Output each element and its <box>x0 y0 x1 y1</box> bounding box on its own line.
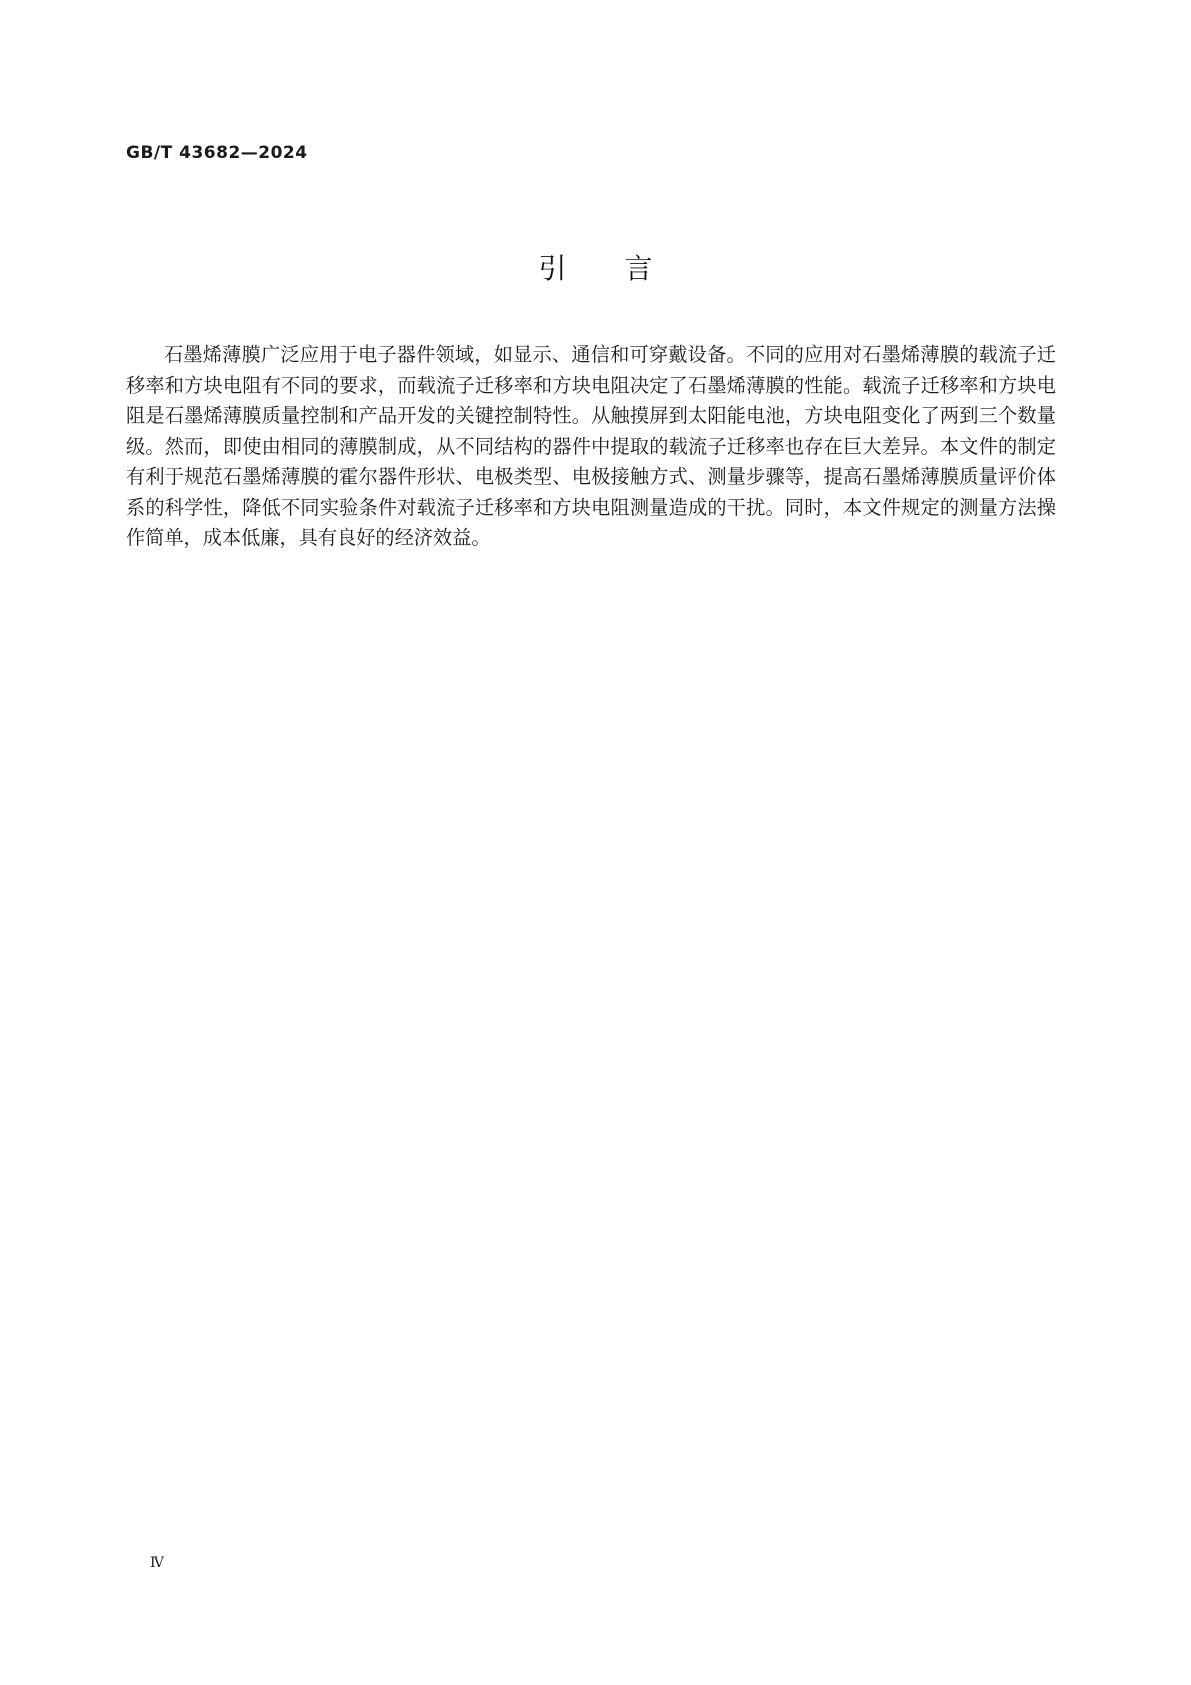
section-title-part-2: 言 <box>624 252 653 285</box>
page-number: Ⅳ <box>150 1555 164 1571</box>
section-title-part-1: 引 <box>538 252 567 285</box>
section-title <box>0 247 1191 287</box>
introduction-paragraph: 石墨烯薄膜广泛应用于电子器件领域，如显示、通信和可穿戴设备。不同的应用对石墨烯薄膜的载流子迁移率和方块电阻有不同的要求，而载流子迁移率和方块电阻决定了石墨烯薄膜的性能。载流子迁移率和方块电阻是石墨烯薄膜质量控制和产品开发的关键控制特性。从触摸屏到太阳能电池，方块电阻变化了两到三个数量级。然而，即使由相同的薄膜制成，从不同结构的器件中提取的载流子迁移率也存在巨大差异。本文件的制定有利于规范石墨烯薄膜的霍尔器件形状、电极类型、电极接触方式、测量步骤等，提高石墨烯薄膜质量评价体系的科学性，降低不同实验条件对载流子迁移率和方块电阻测量造成的干扰。同时，本文件规定的测量方法操作简单，成本低廉，具有良好的经济效益。 <box>126 343 1056 549</box>
standard-code: GB/T 43682—2024 <box>126 143 308 163</box>
